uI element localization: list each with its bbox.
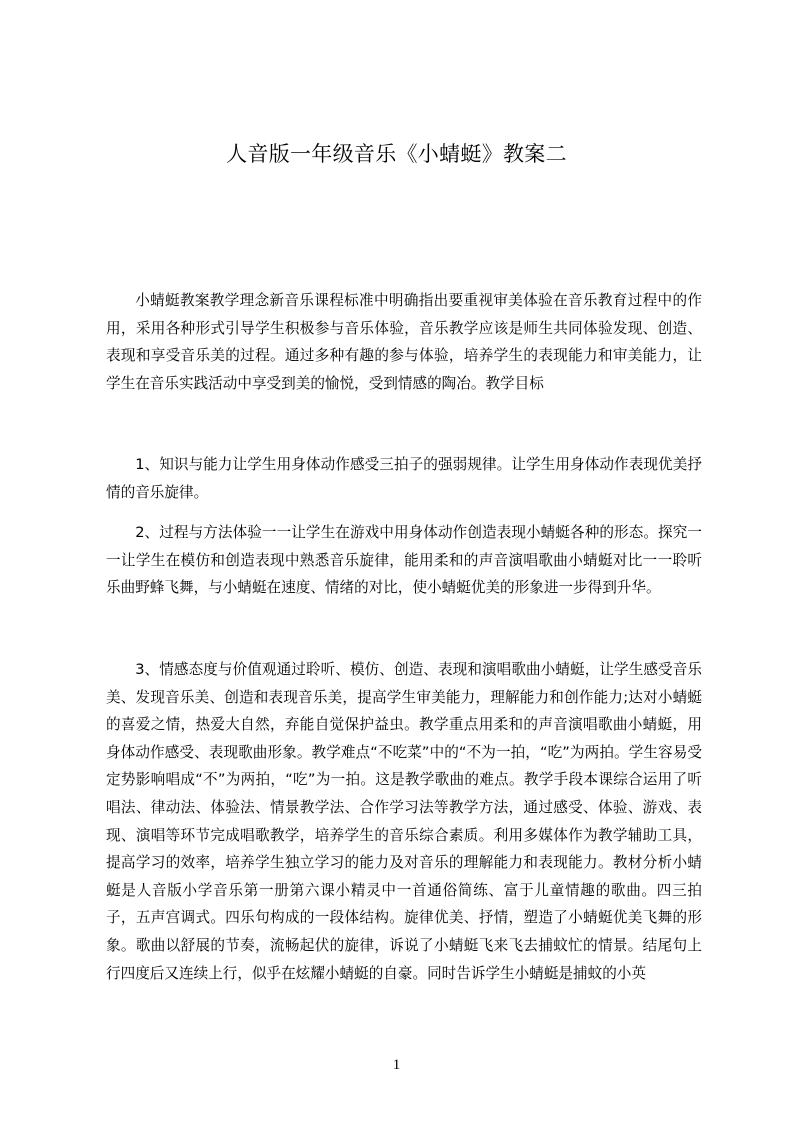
paragraph-emotion-attitude: 3、情感态度与价值观通过聆听、模仿、创造、表现和演唱歌曲小蜻蜓，让学生感受音乐美、发现音乐美、创造和表现音乐美，提高学生审美能力，理解能力和创作能力;达对小蜻蜓的喜爱之情，热爱大自然，弃能自觉保护益虫。教学重点用柔和的声音演唱歌曲小蜻蜓，用身体动作感受、表现歌曲形象。教学难点“不吃菜”中的“不为一拍，“吃”为两拍。学生容易受定势影响唱成“不”为两拍，“吃”为一拍。这是教学歌曲的难点。教学手段本课综合运用了听唱法、律动法、体验法、情景教学法、合作学习法等教学方法，通过感受、体验、游戏、表现、演唱等环节完成唱歌教学，培养学生的音乐综合素质。利用多媒体作为教学辅助工具，提高学习的效率，培养学生独立学习的能力及对音乐的理解能力和表现能力。教材分析小蜻蜓是人音版小学音乐第一册第六课小精灵中一首通俗简练、富于儿童情趣的歌曲。四三拍子，五声宫调式。四乐句构成的一段体结构。旋律优美、抒情，塑造了小蜻蜓优美飞舞的形象。歌曲以舒展的节奏，流畅起伏的旋律，诉说了小蜻蜓飞来飞去捕蚊忙的情景。结尾句上行四度后又连续上行，似乎在炫耀小蜻蜓的自豪。同时告诉学生小蜻蜓是捕蚊的小英 <box>106 661 702 982</box>
paragraph-knowledge-ability: 1、知识与能力让学生用身体动作感受三拍子的强弱规律。让学生用身体动作表现优美抒情的音乐旋律。 <box>106 456 702 501</box>
paragraph-process-method: 2、过程与方法体验一一让学生在游戏中用身体动作创造表现小蜻蜓各种的形态。探究一一让学生在模仿和创造表现中熟悉音乐旋律，能用柔和的声音演唱歌曲小蜻蜓对比一一聆听乐曲野蜂飞舞，与小蜻蜓在速度、情绪的对比，使小蜻蜓优美的形象进一步得到升华。 <box>106 524 702 597</box>
page-number: 1 <box>392 1057 401 1073</box>
paragraph-teaching-concept: 小蜻蜓教案教学理念新音乐课程标准中明确指出要重视审美体验在音乐教育过程中的作用，采用各种形式引导学生积极参与音乐体验，音乐教学应该是师生共同体验发现、创造、表现和享受音乐美的过程。通过多种有趣的参与体验，培养学生的表现能力和审美能力，让学生在音乐实践活动中享受到美的愉悦，受到情感的陶冶。教学目标 <box>106 292 702 392</box>
document-title: 人音版一年级音乐《小蜻蜓》教案二 <box>226 142 567 166</box>
